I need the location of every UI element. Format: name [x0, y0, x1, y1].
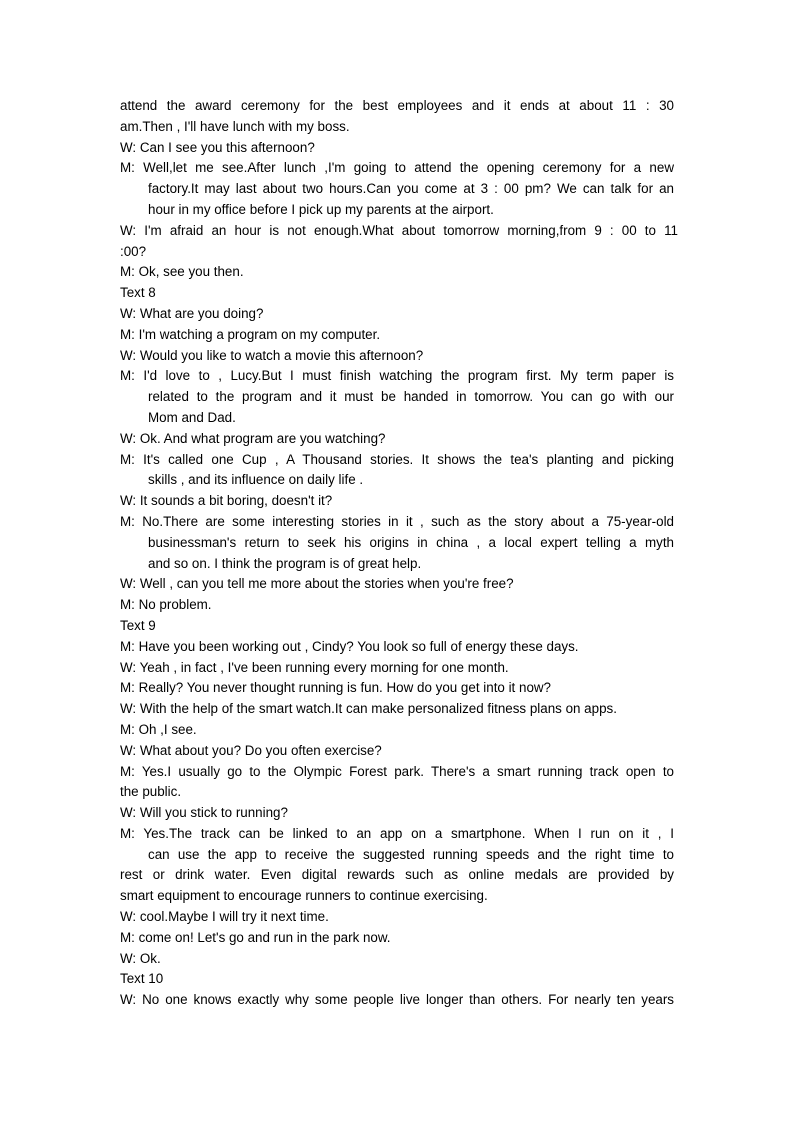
text-line: W: Can I see you this afternoon? [120, 139, 315, 155]
text-line: am.Then , I'll have lunch with my boss. [120, 118, 350, 134]
text-line: W: Yeah , in fact , I've been running every morning for one month. [120, 659, 509, 675]
text-line: W: No one knows exactly why some people live longer than others. For nearly ten years [120, 992, 674, 1008]
text-line: and so on. I think the program is of great help. [148, 555, 422, 571]
text-line: M: Well,let me see.After lunch ,I'm going to attend the opening ceremony for a new [120, 160, 674, 176]
text-line: the public. [120, 784, 182, 800]
text-line: W: Will you stick to running? [120, 805, 288, 821]
text-line: businessman's return to seek his origins in china , a local expert telling a myth [148, 534, 674, 550]
text-line: W: What are you doing? [120, 305, 264, 321]
section-heading: Text 10 [120, 971, 164, 987]
text-line: W: Ok. [120, 950, 161, 966]
text-line: W: Well , can you tell me more about the stories when you're free? [120, 576, 514, 592]
text-line: attend the award ceremony for the best employees and it ends at about 11 : 30 [120, 98, 674, 113]
text-line: :00? [120, 243, 147, 259]
section-heading: Text 9 [120, 617, 156, 633]
text-line: M: It's called one Cup , A Thousand stories. It shows the tea's planting and picking [120, 451, 674, 467]
text-line: W: With the help of the smart watch.It can make personalized fitness plans on apps. [120, 701, 617, 717]
text-line: W: It sounds a bit boring, doesn't it? [120, 493, 333, 509]
text-line: skills , and its influence on daily life . [148, 472, 364, 488]
transcript-body [120, 96, 678, 1011]
text-line: M: Ok, see you then. [120, 264, 244, 280]
text-line: M: I'd love to , Lucy.But I must finish watching the program first. My term paper is [120, 368, 674, 384]
text-line: M: Yes.The track can be linked to an app on a smartphone. When I run on it , I [120, 825, 674, 841]
text-line: W: Would you like to watch a movie this afternoon? [120, 347, 424, 363]
text-line: M: I'm watching a program on my computer. [120, 326, 381, 342]
text-line: M: come on! Let's go and run in the park now. [120, 929, 391, 945]
text-line: W: Ok. And what program are you watching? [120, 430, 386, 446]
text-line: W: cool.Maybe I will try it next time. [120, 909, 329, 925]
text-line: M: No.There are some interesting stories in it , such as the story about a 75-year-old [120, 513, 674, 529]
text-line: Mom and Dad. [148, 409, 236, 425]
text-line: rest or drink water. Even digital rewards such as online medals are provided by [120, 867, 674, 883]
text-line: M: Oh ,I see. [120, 721, 197, 737]
text-line: smart equipment to encourage runners to continue exercising. [120, 888, 488, 904]
text-line: factory.It may last about two hours.Can you come at 3 : 00 pm? We can talk for an [148, 181, 674, 197]
text-line: related to the program and it must be handed in tomorrow. You can go with our [148, 389, 674, 405]
text-line: hour in my office before I pick up my parents at the airport. [148, 201, 494, 217]
text-line: W: I'm afraid an hour is not enough.What about tomorrow morning,from 9 : 00 to 11 [120, 222, 678, 238]
section-heading: Text 8 [120, 285, 156, 301]
text-line: M: Yes.I usually go to the Olympic Forest park. There's a smart running track open to [120, 763, 674, 779]
text-line: M: Have you been working out , Cindy? You look so full of energy these days. [120, 638, 579, 654]
text-line: M: Really? You never thought running is fun. How do you get into it now? [120, 680, 552, 696]
text-line: M: No problem. [120, 597, 212, 613]
text-line: can use the app to receive the suggested running speeds and the right time to [148, 846, 674, 862]
text-line: W: What about you? Do you often exercise? [120, 742, 382, 758]
